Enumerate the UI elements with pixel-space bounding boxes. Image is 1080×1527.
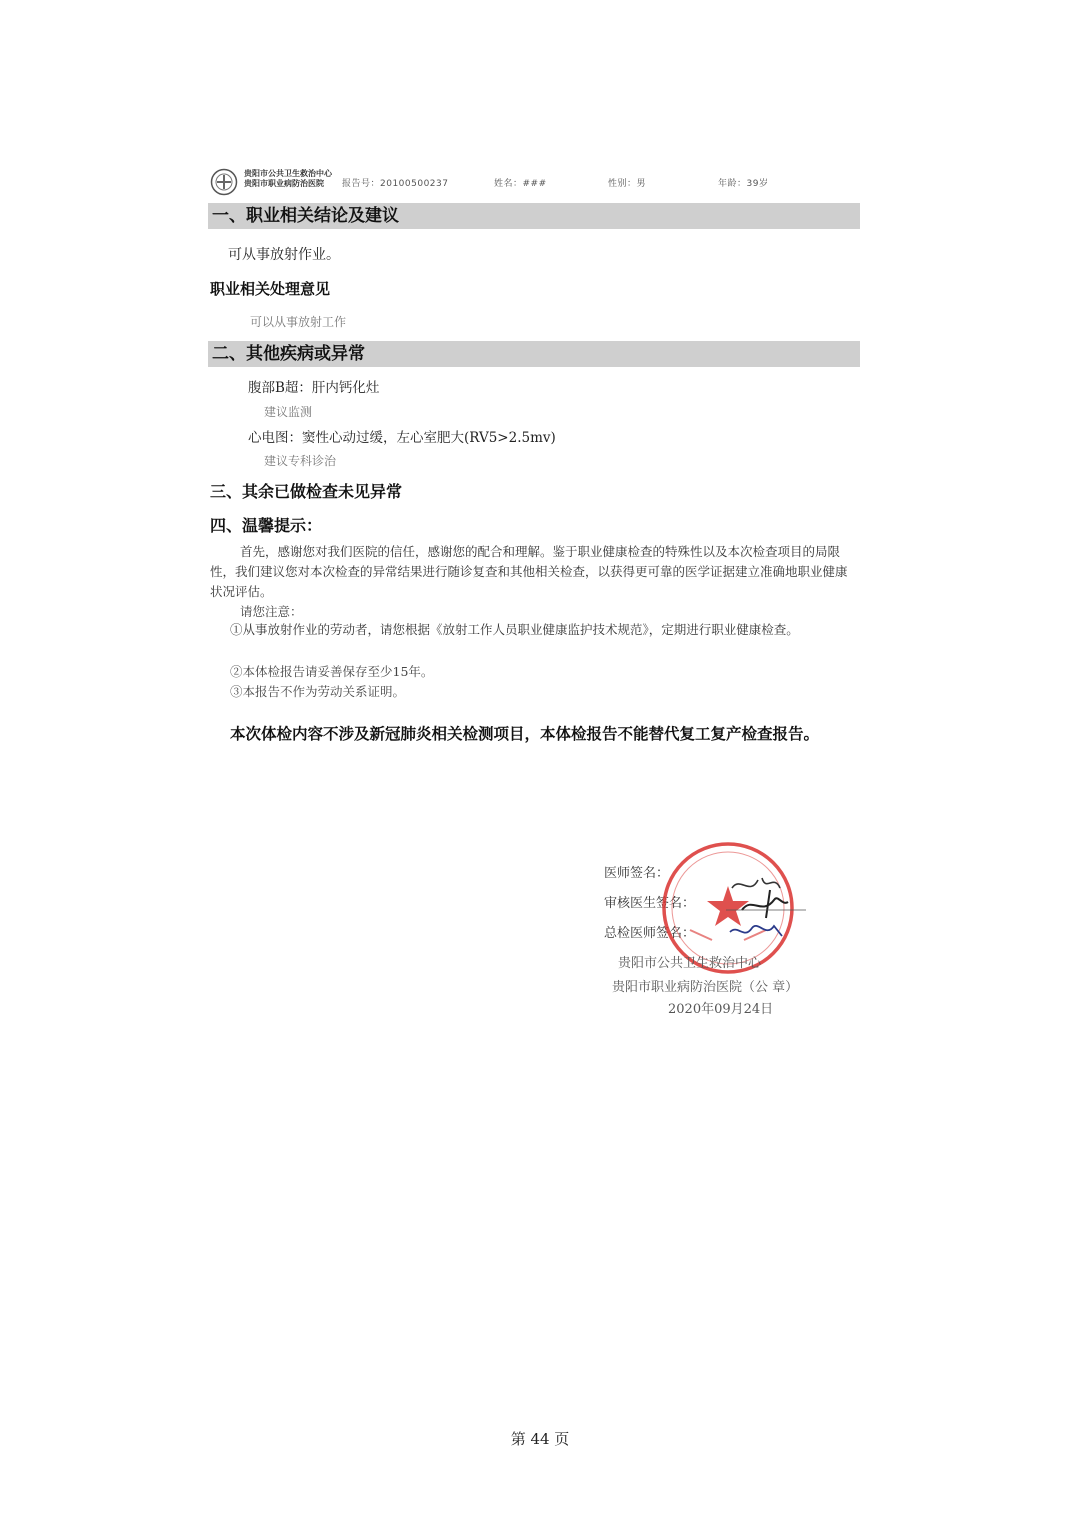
handling-opinion-heading: 职业相关处理意见 bbox=[210, 280, 331, 298]
note-3: ③本报告不作为劳动关系证明。 bbox=[230, 684, 406, 699]
ultrasound-advice: 建议监测 bbox=[264, 405, 313, 419]
conclusion-text: 可从事放射作业。 bbox=[228, 247, 340, 263]
org-names bbox=[244, 169, 332, 189]
org-signature-2: 贵阳市职业病防治医院（公 章） bbox=[612, 980, 799, 995]
hospital-logo bbox=[210, 168, 238, 196]
handling-opinion-text: 可以从事放射工作 bbox=[250, 315, 347, 329]
note-1: ①从事放射作业的劳动者，请您根据《放射工作人员职业健康监护技术规范》，定期进行职业健康检查。 bbox=[230, 622, 799, 637]
ultrasound-finding: 腹部B超：肝内钙化灶 bbox=[248, 380, 380, 396]
patient-name: 姓名：### bbox=[494, 179, 547, 189]
patient-gender: 性别：男 bbox=[608, 179, 647, 189]
note-label: 请您注意： bbox=[240, 604, 303, 619]
report-number: 报告号：20100500237 bbox=[342, 179, 449, 189]
report-header bbox=[210, 166, 860, 198]
doctor-signature-label: 医师签名： bbox=[604, 866, 670, 881]
org-name-1: 贵阳市公共卫生救治中心 bbox=[244, 169, 332, 178]
tips-paragraph: 首先，感谢您对我们医院的信任，感谢您的配合和理解。鉴于职业健康检查的特殊性以及本次检查项目的局限性，我们建议您对本次检查的异常结果进行随诊复查和其他相关检查，以获得更可靠的医学证据建立准确地职业健康状况评估。 bbox=[210, 544, 848, 599]
covid-notice: 本次体检内容不涉及新冠肺炎相关检测项目，本体检报告不能替代复工复产检查报告。 bbox=[230, 725, 820, 743]
reviewer-signature-label: 审核医生签名： bbox=[604, 896, 696, 911]
section-3-heading: 三、其余已做检查未见异常 bbox=[210, 482, 403, 501]
handwritten-signatures bbox=[722, 866, 812, 946]
section-2-heading: 二、其他疾病或异常 bbox=[208, 341, 860, 367]
section-4-heading: 四、温馨提示： bbox=[210, 516, 323, 535]
report-date: 2020年09月24日 bbox=[668, 1002, 774, 1017]
note-2: ②本体检报告请妥善保存至少15年。 bbox=[230, 664, 434, 679]
section-1-heading: 一、职业相关结论及建议 bbox=[208, 203, 860, 229]
org-name-2: 贵阳市职业病防治医院 bbox=[244, 179, 324, 188]
patient-age: 年龄：39岁 bbox=[718, 179, 769, 189]
ecg-finding: 心电图：窦性心动过缓，左心室肥大(RV5>2.5mv) bbox=[248, 430, 556, 446]
ecg-advice: 建议专科诊治 bbox=[264, 454, 337, 468]
org-signature-1: 贵阳市公共卫生救治中心 bbox=[618, 956, 762, 971]
page-number: 第 44 页 bbox=[510, 1430, 570, 1448]
chief-signature-label: 总检医师签名： bbox=[604, 926, 696, 941]
